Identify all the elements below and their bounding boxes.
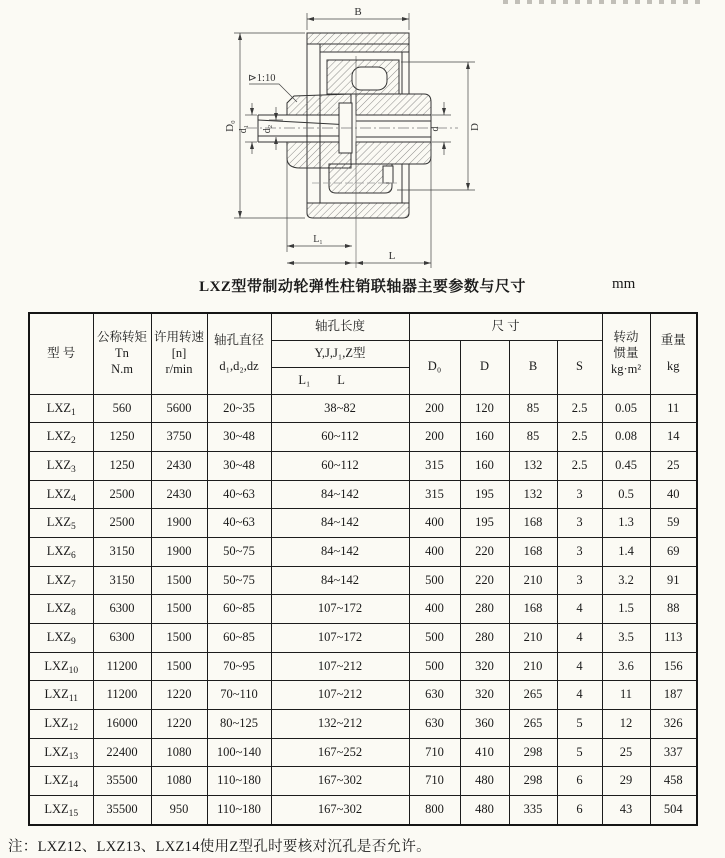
cell-model: $LXZ_8$: [29, 595, 93, 624]
cell-S: 3: [557, 509, 602, 538]
cell-bore: 40~63: [207, 509, 271, 538]
cell-D0: 500: [409, 566, 460, 595]
cell-D0: 315: [409, 451, 460, 480]
cell-bore: 60~85: [207, 624, 271, 653]
header-torque: 公称转矩Tn N.m: [93, 313, 151, 394]
cell-D: 410: [460, 738, 509, 767]
cell-speed: 1220: [151, 681, 207, 710]
cell-speed: 950: [151, 796, 207, 825]
cell-model: $LXZ_9$: [29, 624, 93, 653]
dim-label-B: B: [354, 6, 362, 18]
cell-S: 3: [557, 566, 602, 595]
cell-D: 480: [460, 767, 509, 796]
cell-D0: 630: [409, 710, 460, 739]
cell-bore: 60~85: [207, 595, 271, 624]
cell-bore: 30~48: [207, 423, 271, 452]
cell-D: 360: [460, 710, 509, 739]
cell-D0: 710: [409, 738, 460, 767]
cell-torque: 6300: [93, 595, 151, 624]
dim-label-L: L: [388, 250, 396, 262]
cell-bore: 100~140: [207, 738, 271, 767]
table-row: [29, 767, 697, 796]
cell-D: 320: [460, 652, 509, 681]
header-bore: 轴孔直径 d₁,d₂,dz: [207, 313, 271, 394]
cell-speed: 2430: [151, 451, 207, 480]
cell-inertia: 1.5: [602, 595, 650, 624]
cell-B: 85: [509, 394, 557, 423]
dim-label-D0: D₀: [224, 120, 236, 132]
cell-model: $LXZ_{10}$: [29, 652, 93, 681]
cell-speed: 5600: [151, 394, 207, 423]
cell-D: 160: [460, 451, 509, 480]
cell-torque: 16000: [93, 710, 151, 739]
cell-speed: 1900: [151, 509, 207, 538]
cell-speed: 1080: [151, 767, 207, 796]
cell-weight: 59: [650, 509, 697, 538]
cell-length: 132~212: [271, 710, 409, 739]
cell-weight: 337: [650, 738, 697, 767]
table-row: [29, 710, 697, 739]
cell-torque: 2500: [93, 480, 151, 509]
cell-S: 4: [557, 595, 602, 624]
cell-S: 5: [557, 738, 602, 767]
cell-length: 84~142: [271, 566, 409, 595]
cell-speed: 1080: [151, 738, 207, 767]
cell-S: 6: [557, 767, 602, 796]
page-title: LXZ型带制动轮弹性柱销联轴器主要参数与尺寸: [199, 279, 526, 295]
cell-length: 84~142: [271, 480, 409, 509]
cell-speed: 1500: [151, 566, 207, 595]
parameters-table: [28, 312, 698, 826]
cell-speed: 1500: [151, 595, 207, 624]
header-D: D: [460, 340, 509, 394]
cell-torque: 3150: [93, 566, 151, 595]
cell-torque: 11200: [93, 681, 151, 710]
cell-B: 298: [509, 738, 557, 767]
cell-bore: 110~180: [207, 796, 271, 825]
cell-speed: 1500: [151, 624, 207, 653]
cell-S: 2.5: [557, 423, 602, 452]
header-model: 型 号: [29, 313, 93, 394]
cell-D0: 710: [409, 767, 460, 796]
table-row: [29, 537, 697, 566]
cell-D0: 400: [409, 537, 460, 566]
cell-B: 168: [509, 537, 557, 566]
table-row: [29, 652, 697, 681]
header-length-types: Y,J,J₁,Z型: [271, 340, 409, 367]
header-speed: 许用转速 [n] r/min: [151, 313, 207, 394]
unit-label: mm: [612, 276, 636, 292]
cell-torque: 1250: [93, 423, 151, 452]
cell-model: $LXZ_7$: [29, 566, 93, 595]
footnote: 注：LXZ12、LXZ13、LXZ14使用Z型孔时要核对沉孔是否允许。: [8, 839, 431, 855]
table-row: [29, 681, 697, 710]
cell-length: 84~142: [271, 537, 409, 566]
table-row: [29, 796, 697, 825]
cell-B: 210: [509, 624, 557, 653]
cell-bore: 50~75: [207, 566, 271, 595]
cell-B: 265: [509, 710, 557, 739]
table-row: [29, 595, 697, 624]
cell-S: 2.5: [557, 451, 602, 480]
cell-torque: 11200: [93, 652, 151, 681]
cell-D: 220: [460, 566, 509, 595]
cell-inertia: 0.45: [602, 451, 650, 480]
cell-model: $LXZ_4$: [29, 480, 93, 509]
cell-weight: 156: [650, 652, 697, 681]
cell-inertia: 3.2: [602, 566, 650, 595]
cell-torque: 35500: [93, 767, 151, 796]
cell-weight: 11: [650, 394, 697, 423]
cell-B: 265: [509, 681, 557, 710]
table-row: [29, 480, 697, 509]
table-row: [29, 738, 697, 767]
cell-bore: 80~125: [207, 710, 271, 739]
cell-speed: 3750: [151, 423, 207, 452]
title-row: [0, 275, 725, 295]
cell-B: 168: [509, 595, 557, 624]
cell-S: 4: [557, 681, 602, 710]
cell-torque: 6300: [93, 624, 151, 653]
cell-length: 167~302: [271, 767, 409, 796]
table-row: [29, 566, 697, 595]
cell-D0: 630: [409, 681, 460, 710]
cell-D0: 200: [409, 394, 460, 423]
cell-torque: 35500: [93, 796, 151, 825]
cell-weight: 326: [650, 710, 697, 739]
cell-torque: 2500: [93, 509, 151, 538]
cell-weight: 91: [650, 566, 697, 595]
cell-weight: 458: [650, 767, 697, 796]
cell-torque: 22400: [93, 738, 151, 767]
cell-speed: 1500: [151, 652, 207, 681]
cell-weight: 187: [650, 681, 697, 710]
coupling-section-drawing: [0, 0, 725, 272]
cell-S: 4: [557, 624, 602, 653]
cell-inertia: 1.4: [602, 537, 650, 566]
cell-D0: 400: [409, 595, 460, 624]
cell-model: $LXZ_1$: [29, 394, 93, 423]
cell-D: 480: [460, 796, 509, 825]
cell-model: $LXZ_6$: [29, 537, 93, 566]
cell-inertia: 0.08: [602, 423, 650, 452]
cell-length: 107~172: [271, 595, 409, 624]
cell-B: 132: [509, 451, 557, 480]
cell-speed: 2430: [151, 480, 207, 509]
cell-model: $LXZ_3$: [29, 451, 93, 480]
cell-B: 298: [509, 767, 557, 796]
cell-model: $LXZ_{11}$: [29, 681, 93, 710]
cell-B: 335: [509, 796, 557, 825]
cell-model: $LXZ_{14}$: [29, 767, 93, 796]
cell-D: 120: [460, 394, 509, 423]
cell-length: 60~112: [271, 451, 409, 480]
cell-speed: 1900: [151, 537, 207, 566]
cell-inertia: 0.05: [602, 394, 650, 423]
cell-B: 168: [509, 509, 557, 538]
cell-D: 160: [460, 423, 509, 452]
cell-D: 280: [460, 595, 509, 624]
cell-S: 3: [557, 480, 602, 509]
cell-bore: 110~180: [207, 767, 271, 796]
cell-model: $LXZ_{12}$: [29, 710, 93, 739]
cell-weight: 113: [650, 624, 697, 653]
table-row: [29, 509, 697, 538]
header-B: B: [509, 340, 557, 394]
cell-length: 107~212: [271, 652, 409, 681]
header-size-group: 尺 寸: [409, 313, 602, 340]
cell-bore: 30~48: [207, 451, 271, 480]
dim-label-d: d: [430, 126, 441, 132]
dim-label-d1: d₁: [238, 124, 249, 134]
table-row: [29, 451, 697, 480]
header-weight: 重量 kg: [650, 313, 697, 394]
cell-S: 3: [557, 537, 602, 566]
cell-inertia: 3.5: [602, 624, 650, 653]
cell-bore: 50~75: [207, 537, 271, 566]
cell-B: 210: [509, 566, 557, 595]
cell-inertia: 0.5: [602, 480, 650, 509]
cell-model: $LXZ_5$: [29, 509, 93, 538]
cell-bore: 70~110: [207, 681, 271, 710]
cell-S: 5: [557, 710, 602, 739]
header-S: S: [557, 340, 602, 394]
cell-S: 6: [557, 796, 602, 825]
cell-inertia: 43: [602, 796, 650, 825]
cell-B: 85: [509, 423, 557, 452]
cell-inertia: 25: [602, 738, 650, 767]
dim-label-D: D: [469, 123, 481, 131]
table-body: [29, 394, 697, 825]
cell-D0: 500: [409, 624, 460, 653]
cell-bore: 40~63: [207, 480, 271, 509]
cell-model: $LXZ_{15}$: [29, 796, 93, 825]
cell-inertia: 3.6: [602, 652, 650, 681]
cell-D: 195: [460, 509, 509, 538]
header-D0: D₀: [409, 340, 460, 394]
cell-model: $LXZ_2$: [29, 423, 93, 452]
cell-inertia: 29: [602, 767, 650, 796]
header-inertia: 转动 惯量 kg·m²: [602, 313, 650, 394]
table-row: [29, 624, 697, 653]
cell-D0: 800: [409, 796, 460, 825]
cell-weight: 25: [650, 451, 697, 480]
cell-torque: 560: [93, 394, 151, 423]
header-length-sub: L₁ L: [271, 367, 409, 394]
elastic-pin-head: [352, 67, 387, 90]
cell-B: 132: [509, 480, 557, 509]
cell-D: 320: [460, 681, 509, 710]
cell-bore: 70~95: [207, 652, 271, 681]
cell-S: 2.5: [557, 394, 602, 423]
cell-inertia: 1.3: [602, 509, 650, 538]
cell-inertia: 12: [602, 710, 650, 739]
cell-weight: 88: [650, 595, 697, 624]
cell-B: 210: [509, 652, 557, 681]
cell-torque: 1250: [93, 451, 151, 480]
cell-D0: 400: [409, 509, 460, 538]
taper-label: ⊳1:10: [248, 73, 276, 84]
cell-length: 60~112: [271, 423, 409, 452]
cell-D0: 200: [409, 423, 460, 452]
header-length-group: 轴孔长度: [271, 313, 409, 340]
cell-D: 195: [460, 480, 509, 509]
dimension-arrows: [238, 17, 470, 265]
table-header: [29, 313, 697, 394]
cell-model: $LXZ_{13}$: [29, 738, 93, 767]
cell-weight: 14: [650, 423, 697, 452]
cell-length: 107~212: [271, 681, 409, 710]
table-row: [29, 394, 697, 423]
cell-weight: 504: [650, 796, 697, 825]
table-row: [29, 423, 697, 452]
cell-weight: 40: [650, 480, 697, 509]
cell-D0: 500: [409, 652, 460, 681]
dim-label-L1: L₁: [313, 234, 323, 245]
cell-speed: 1220: [151, 710, 207, 739]
cell-weight: 69: [650, 537, 697, 566]
cell-length: 167~302: [271, 796, 409, 825]
cell-length: 107~172: [271, 624, 409, 653]
dim-label-d2: d₂: [262, 124, 273, 134]
cell-torque: 3150: [93, 537, 151, 566]
cell-D: 280: [460, 624, 509, 653]
cell-D: 220: [460, 537, 509, 566]
cell-length: 84~142: [271, 509, 409, 538]
cell-length: 38~82: [271, 394, 409, 423]
cell-length: 167~252: [271, 738, 409, 767]
cell-S: 4: [557, 652, 602, 681]
cell-bore: 20~35: [207, 394, 271, 423]
cell-inertia: 11: [602, 681, 650, 710]
cell-D0: 315: [409, 480, 460, 509]
